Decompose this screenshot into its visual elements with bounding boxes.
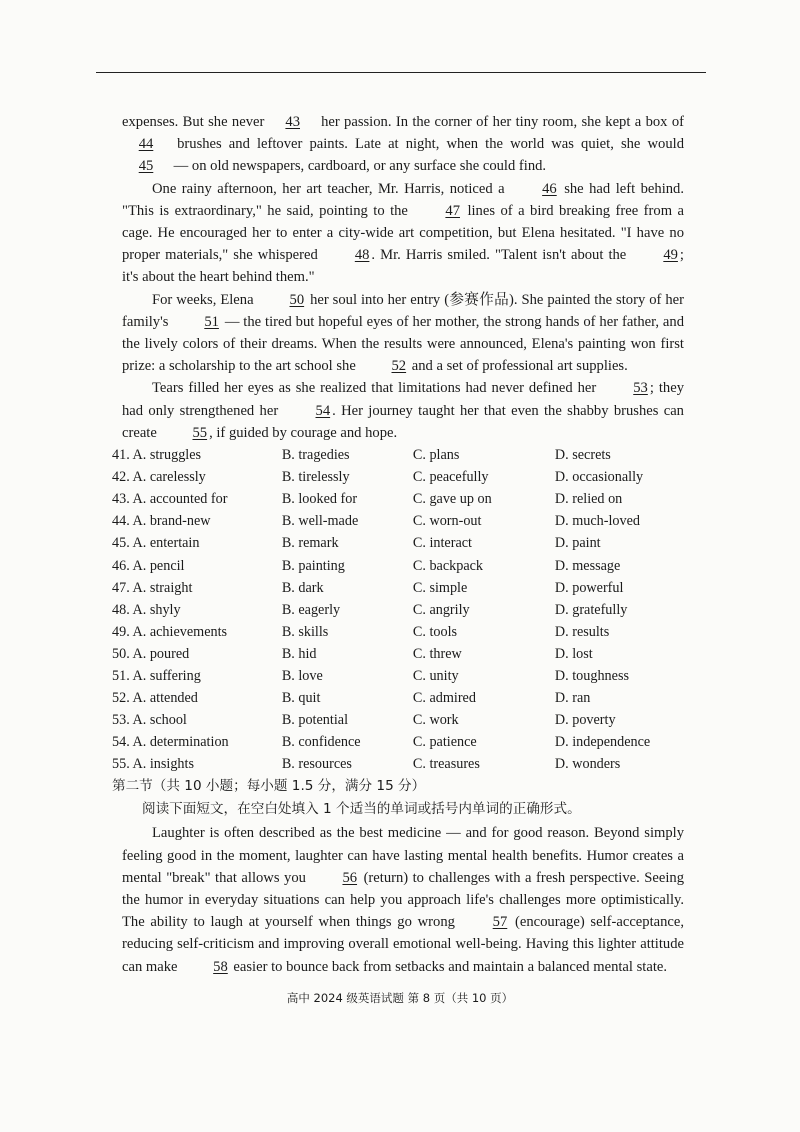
option-43-a: 43. A. accounted for (112, 491, 228, 508)
option-42-c: C. peacefully (412, 469, 489, 486)
blank-46: 46 (542, 180, 557, 197)
option-53-a: 53. A. school (112, 712, 187, 729)
option-45-a: 45. A. entertain (112, 535, 200, 552)
option-41-b: B. tragedies (281, 447, 350, 464)
option-55-b: B. resources (281, 756, 352, 773)
option-45-c: C. interact (412, 535, 472, 552)
blank-54: 54 (315, 402, 331, 419)
option-52-c: C. admired (412, 690, 476, 707)
option-row-44 (112, 510, 684, 532)
page-footer: 高中 2024 级英语试题 第 8 页（共 10 页） (286, 991, 514, 1005)
section-2-header: 第二节（共 10 小题；每小题 1.5 分，满分 15 分） (112, 778, 426, 795)
option-48-a: 48. A. shyly (112, 601, 181, 618)
option-48-c: C. angrily (412, 601, 470, 618)
blank-45: 45 (138, 158, 154, 175)
option-41-d: D. secrets (554, 447, 611, 464)
top-rule (96, 72, 706, 73)
option-51-c: C. unity (412, 667, 459, 684)
option-42-b: B. tirelessly (281, 469, 350, 486)
option-49-d: D. results (554, 623, 610, 640)
option-row-54 (112, 731, 684, 753)
option-row-52 (112, 687, 684, 709)
blank-57: 57 (492, 914, 508, 931)
option-50-d: D. lost (554, 645, 593, 662)
blank-43: 43 (285, 114, 300, 130)
passage-2-paragraph: Laughter is often described as the best medicine — and for good reason. Beyond simply feeling good in the moment, laughter can have lasting mental health benefits. Humor creates a mental "break" that allows you 56 (return) to challenges with a fresh perspective. Seeing the humor in everyday situations can help you approach life's challenges more optimistically. The ability to laugh at yourself when things go wrong 57 (encourage) self-acceptance, reducing self-criticism and improving overall emotional well-being. Having this lighter attitude can make 58 easier to bounce back from setbacks and maintain a balanced mental state. (122, 822, 684, 977)
option-51-b: B. love (281, 667, 323, 684)
option-52-d: D. ran (554, 690, 591, 707)
option-45-d: D. paint (554, 535, 601, 552)
option-43-d: D. relied on (554, 491, 623, 508)
option-row-43 (112, 488, 684, 510)
option-48-d: D. gratefully (554, 601, 628, 618)
option-46-d: D. message (554, 557, 621, 574)
option-49-c: C. tools (412, 623, 458, 640)
option-47-b: B. dark (281, 579, 324, 596)
option-row-45 (112, 532, 684, 554)
blank-50: 50 (289, 291, 305, 308)
option-row-48 (112, 599, 684, 621)
section-2-instruction: 阅读下面短文，在空白处填入 1 个适当的单词或括号内单词的正确形式。 (142, 801, 581, 818)
passage-paragraph-1: expenses. But she never 43 her passion. In the corner of her tiny room, she kept a box of 44 brushes and leftover paints. Late at night, when the world was quiet, she would 45 — on old newspapers, cardboard, or any surface she could find. (122, 111, 684, 178)
option-54-c: C. patience (412, 734, 477, 751)
option-47-c: C. simple (412, 579, 468, 596)
option-row-41 (112, 444, 684, 466)
passage-paragraph-2: One rainy afternoon, her art teacher, Mr. Harris, noticed a 46 she had left behind. "This is extraordinary," he said, pointing to the 47 lines of a bird breaking free from a cage. He encouraged her to enter a city-wide art competition, but Elena hesitated. "I have no proper materials," she whispered 48 . Mr. Harris smiled. "Talent isn't about the 49 ; it's about the heart behind them." (122, 178, 684, 289)
passage-paragraph-4: Tears filled her eyes as she realized that limitations had never defined her 53 ; they had only strengthened her 54 . Her journey taught her that even the shabby brushes can create 55 , if guided by courage and hope. (122, 377, 684, 444)
answer-options (112, 444, 684, 775)
option-42-a: 42. A. carelessly (112, 469, 206, 486)
option-46-a: 46. A. pencil (112, 557, 185, 574)
option-44-d: D. much-loved (554, 513, 640, 530)
option-49-b: B. skills (281, 623, 329, 640)
option-41-c: C. plans (412, 447, 460, 464)
option-52-b: B. quit (281, 690, 321, 707)
option-44-c: C. worn-out (412, 513, 482, 530)
option-43-c: C. gave up on (412, 491, 492, 508)
option-55-d: D. wonders (554, 756, 621, 773)
option-47-a: 47. A. straight (112, 579, 193, 596)
option-row-53 (112, 709, 684, 731)
option-50-b: B. hid (281, 645, 317, 662)
option-48-b: B. eagerly (281, 601, 341, 618)
option-51-a: 51. A. suffering (112, 667, 201, 684)
option-44-b: B. well-made (281, 513, 359, 530)
blank-55: 55 (192, 424, 208, 441)
blank-47: 47 (445, 202, 460, 219)
option-row-46 (112, 555, 684, 577)
option-43-b: B. looked for (281, 491, 358, 508)
option-53-b: B. potential (281, 712, 349, 729)
option-46-c: C. backpack (412, 557, 484, 574)
option-row-42 (112, 466, 684, 488)
option-53-c: C. work (412, 712, 459, 729)
option-55-a: 55. A. insights (112, 756, 194, 773)
option-53-d: D. poverty (554, 712, 616, 729)
option-55-c: C. treasures (412, 756, 480, 773)
option-row-55 (112, 753, 684, 775)
option-50-c: C. threw (412, 645, 462, 662)
option-row-47 (112, 577, 684, 599)
blank-56: 56 (342, 869, 358, 886)
option-46-b: B. painting (281, 557, 345, 574)
blank-44: 44 (138, 136, 154, 153)
option-45-b: B. remark (281, 535, 339, 552)
option-row-49 (112, 621, 684, 643)
option-41-a: 41. A. struggles (112, 447, 202, 464)
passage-paragraph-3: For weeks, Elena 50 her soul into her entry (参赛作品). She painted the story of her family's 51 — the tired but hopeful eyes of her mother, the strong hands of her father, and the lively colors of their dreams. When the results were announced, Elena's painting won first prize: a scholarship to the art school she 52 and a set of professional art supplies. (122, 289, 684, 378)
option-54-d: D. independence (554, 734, 651, 751)
option-54-b: B. confidence (281, 734, 361, 751)
option-42-d: D. occasionally (554, 469, 644, 486)
exam-page (112, 111, 685, 978)
option-51-d: D. toughness (554, 667, 629, 684)
blank-58: 58 (213, 958, 228, 975)
option-row-50 (112, 643, 684, 665)
blank-48: 48 (354, 247, 370, 264)
option-52-a: 52. A. attended (112, 690, 198, 707)
option-47-d: D. powerful (554, 579, 624, 596)
option-49-a: 49. A. achievements (112, 623, 228, 640)
blank-53: 53 (633, 380, 648, 397)
blank-52: 52 (391, 358, 407, 375)
option-50-a: 50. A. poured (112, 645, 190, 662)
option-54-a: 54. A. determination (112, 734, 229, 751)
blank-51: 51 (204, 313, 219, 330)
option-44-a: 44. A. brand-new (112, 513, 211, 530)
option-row-51 (112, 665, 684, 687)
blank-49: 49 (663, 247, 678, 264)
